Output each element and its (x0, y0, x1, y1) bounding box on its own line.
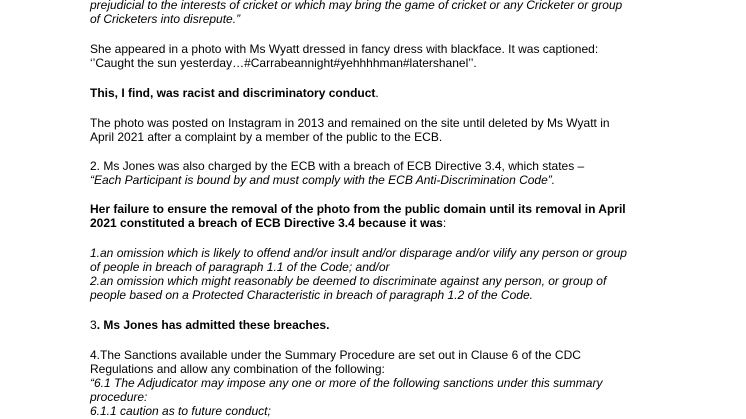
paragraph-line: Her failure to ensure the removal of the photo from the public domain until its removal in April (90, 202, 626, 216)
sanctions-quote-line: 6.1.1 caution as to future conduct; (90, 404, 271, 418)
sanctions-paragraph (90, 348, 690, 418)
sanctions-quote-line: “6.1 The Adjudicator may impose any one or more of the following sanctions under this summary (90, 376, 603, 390)
admitted-paragraph (90, 318, 690, 332)
finding-period: . (375, 86, 379, 100)
posted-paragraph (90, 116, 690, 144)
failure-paragraph (90, 202, 690, 230)
directive-quote: “Each Participant is bound by and must comply with the ECB Anti-Discrimination Code”. (90, 173, 556, 187)
paragraph-line: 2. Ms Jones was also charged by the ECB with a breach of ECB Directive 3.4, which states – (90, 159, 585, 173)
paragraph-line: She appeared in a photo with Ms Wyatt dressed in fancy dress with blackface. It was captioned: (90, 42, 599, 56)
paragraph-line: 2021 constituted a breach of ECB Directive 3.4 because it was (90, 216, 443, 230)
admitted-text: . Ms Jones has admitted these breaches. (96, 318, 330, 332)
photo-paragraph (90, 42, 690, 70)
admitted-number: 3 (90, 318, 97, 332)
paragraph-line: The photo was posted on Instagram in 2013 and remained on the site until deleted by Ms Wyatt in (90, 116, 610, 130)
sanctions-quote-line: procedure: (90, 390, 148, 404)
list-item: people based on a Protected Characteristic in breach of paragraph 1.2 of the Code. (90, 288, 533, 302)
omissions-list (90, 246, 690, 302)
list-item: 2.an omission which might reasonably be deemed to discriminate against any person, or group of (90, 274, 607, 288)
paragraph-line: Regulations and allow any combination of the following: (90, 362, 385, 376)
finding-text: This, I find, was racist and discriminatory conduct (90, 86, 376, 100)
quote-line: of Cricketers into disrepute.” (90, 12, 241, 26)
colon: : (442, 216, 447, 230)
paragraph-line: April 2021 after a complaint by a member of the public to the ECB. (90, 130, 443, 144)
quote-line: prejudicial to the interests of cricket or which may bring the game of cricket or any Cricketer or group (90, 0, 623, 12)
finding-paragraph (90, 86, 690, 100)
list-item: 1.an omission which is likely to offend and/or insult and/or disparage and/or vilify any person or group (90, 246, 627, 260)
paragraph-line: ‘’Caught the sun yesterday…#Carrabeannight#yehhhhman#latershanel’’. (90, 56, 477, 70)
paragraph-line: 4.The Sanctions available under the Summary Procedure are set out in Clause 6 of the CDC (90, 348, 581, 362)
quote-continuation (90, 0, 690, 26)
list-item: of people in breach of paragraph 1.1 of the Code; and/or (90, 260, 390, 274)
charge-2-paragraph (90, 159, 690, 187)
